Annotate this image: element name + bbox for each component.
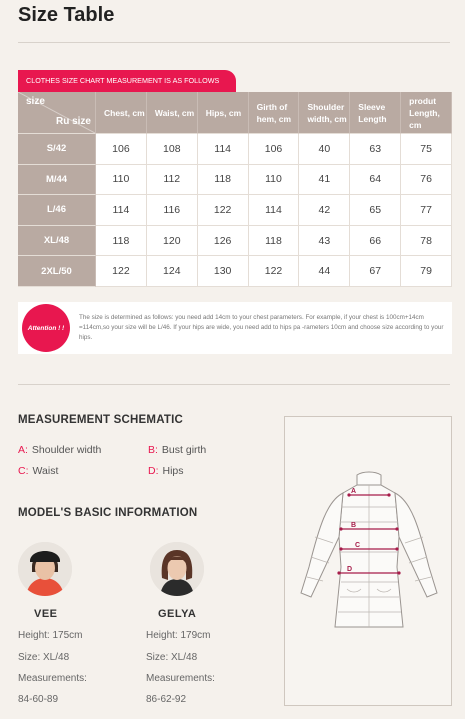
table-cell: 106 (96, 134, 147, 165)
table-row (18, 134, 452, 165)
table-cell: 78 (401, 226, 452, 257)
table-cell: 75 (401, 134, 452, 165)
table-row (18, 256, 452, 287)
table-body (18, 134, 452, 287)
model-vee-avatar (18, 542, 72, 596)
attention-badge: Attention ! ! (22, 304, 70, 352)
column-header: Waist, cm (147, 92, 198, 134)
row-size-label: M/44 (18, 165, 96, 196)
table-cell: 41 (299, 165, 350, 196)
table-cell: 126 (198, 226, 249, 257)
measurement-item: B: Bust girth (148, 444, 207, 456)
model-size: Size: XL/48 (146, 652, 198, 663)
table-cell: 40 (299, 134, 350, 165)
table-cell: 64 (350, 165, 401, 196)
row-size-label: XL/48 (18, 226, 96, 257)
table-cell: 66 (350, 226, 401, 257)
row-size-label: L/46 (18, 195, 96, 226)
diagram-label-c: C (355, 542, 361, 549)
table-cell: 130 (198, 256, 249, 287)
table-cell: 114 (96, 195, 147, 226)
divider (18, 42, 450, 43)
table-cell: 118 (96, 226, 147, 257)
corner-size-label: size (26, 96, 45, 107)
table-cell: 122 (249, 256, 300, 287)
table-corner-cell (18, 92, 96, 134)
table-cell: 106 (249, 134, 300, 165)
table-cell: 122 (198, 195, 249, 226)
table-cell: 114 (249, 195, 300, 226)
table-row (18, 195, 452, 226)
row-size-label: S/42 (18, 134, 96, 165)
table-cell: 65 (350, 195, 401, 226)
measurement-item: D: Hips (148, 465, 184, 477)
model-measurements-label: Measurements: (146, 673, 215, 684)
table-cell: 42 (299, 195, 350, 226)
column-header: Chest, cm (96, 92, 147, 134)
table-cell: 118 (198, 165, 249, 196)
model-gelya-avatar (150, 542, 204, 596)
table-cell: 110 (249, 165, 300, 196)
measurement-schematic-panel (284, 416, 452, 706)
table-row (18, 165, 452, 196)
model-name: GELYA (158, 608, 197, 620)
table-cell: 122 (96, 256, 147, 287)
corner-ru-size-label: Ru size (55, 116, 91, 127)
table-cell: 108 (147, 134, 198, 165)
table-cell: 120 (147, 226, 198, 257)
table-cell: 67 (350, 256, 401, 287)
coat-diagram (285, 417, 453, 707)
diagram-label-d: D (347, 566, 353, 573)
model-measurements: 84-60-89 (18, 694, 59, 705)
table-header-row (18, 92, 452, 134)
divider (18, 384, 450, 385)
column-header: produt Length, cm (401, 92, 452, 134)
row-size-label: 2XL/50 (18, 256, 96, 287)
model-size: Size: XL/48 (18, 652, 70, 663)
column-header: Hips, cm (198, 92, 249, 134)
diagram-label-b: B (351, 522, 357, 529)
measurement-item: A: Shoulder width (18, 444, 102, 456)
measurement-item: C: Waist (18, 465, 59, 477)
table-cell: 43 (299, 226, 350, 257)
models-title: MODEL'S BASIC INFORMATION (18, 507, 198, 519)
column-header: Girth of hem, cm (249, 92, 300, 134)
table-cell: 116 (147, 195, 198, 226)
table-cell: 63 (350, 134, 401, 165)
measurement-title: MEASUREMENT SCHEMATIC (18, 414, 183, 426)
table-row (18, 226, 452, 257)
size-table (18, 92, 452, 287)
column-header: Shoulder width, cm (299, 92, 350, 134)
table-cell: 44 (299, 256, 350, 287)
table-cell: 79 (401, 256, 452, 287)
size-chart-banner: CLOTHES SIZE CHART MEASUREMENT IS AS FOLLOWS (18, 70, 236, 92)
model-measurements-label: Measurements: (18, 673, 87, 684)
table-cell: 77 (401, 195, 452, 226)
model-height: Height: 175cm (18, 630, 83, 641)
table-cell: 76 (401, 165, 452, 196)
attention-text: The size is determined as follows: you need add 14cm to your chest parameters. For example, if your chest is 100cm+14cm =114cm,so your size will be L/46. If your hips are wide, you need add to hips pa -rameters 10cm and choose size according to your hips. (79, 314, 444, 341)
page-title: Size Table (18, 4, 115, 26)
model-name: VEE (34, 608, 58, 620)
model-measurements: 86-62-92 (146, 694, 187, 705)
model-height: Height: 179cm (146, 630, 211, 641)
diagram-label-a: A (351, 488, 357, 495)
table-cell: 118 (249, 226, 300, 257)
table-cell: 112 (147, 165, 198, 196)
model-photo-icon (18, 542, 72, 596)
column-header: Sleeve Length (350, 92, 401, 134)
model-photo-icon (150, 542, 204, 596)
table-cell: 110 (96, 165, 147, 196)
table-cell: 114 (198, 134, 249, 165)
table-cell: 124 (147, 256, 198, 287)
